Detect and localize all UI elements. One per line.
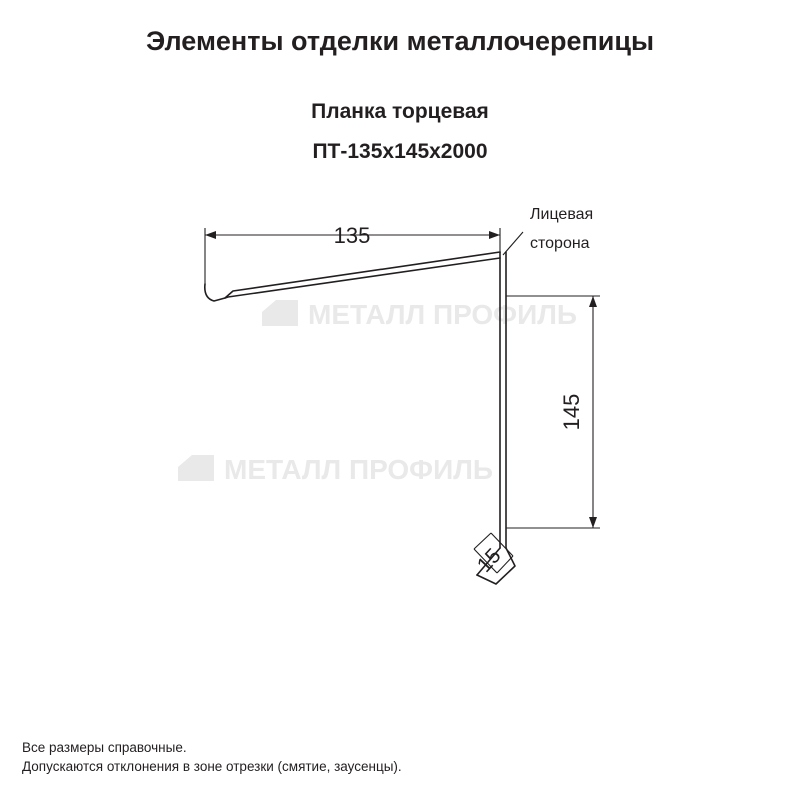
svg-text:МЕТАЛЛ ПРОФИЛЬ: МЕТАЛЛ ПРОФИЛЬ bbox=[224, 454, 493, 485]
dimension-15-label: 15 bbox=[472, 544, 506, 577]
footnote-2: Допускаются отклонения в зоне отрезки (смятие, заусенцы). bbox=[22, 759, 402, 774]
footnotes bbox=[22, 738, 402, 776]
product-code: ПТ-135x145x2000 bbox=[312, 140, 488, 163]
footnote-1: Все размеры справочные. bbox=[22, 740, 187, 755]
watermark-group bbox=[178, 299, 577, 485]
page-title: Элементы отделки металлочерепицы bbox=[145, 26, 655, 56]
product-name: Планка торцевая bbox=[311, 100, 489, 123]
dimension-145 bbox=[506, 296, 600, 528]
dimension-145-label: 145 bbox=[559, 393, 584, 431]
svg-text:МЕТАЛЛ ПРОФИЛЬ: МЕТАЛЛ ПРОФИЛЬ bbox=[308, 299, 577, 330]
face-side-leader bbox=[503, 232, 523, 255]
dimension-135-label: 135 bbox=[333, 223, 371, 248]
face-side-label-line1: Лицевая bbox=[530, 206, 594, 223]
face-side-label-line2: сторона bbox=[530, 235, 590, 252]
